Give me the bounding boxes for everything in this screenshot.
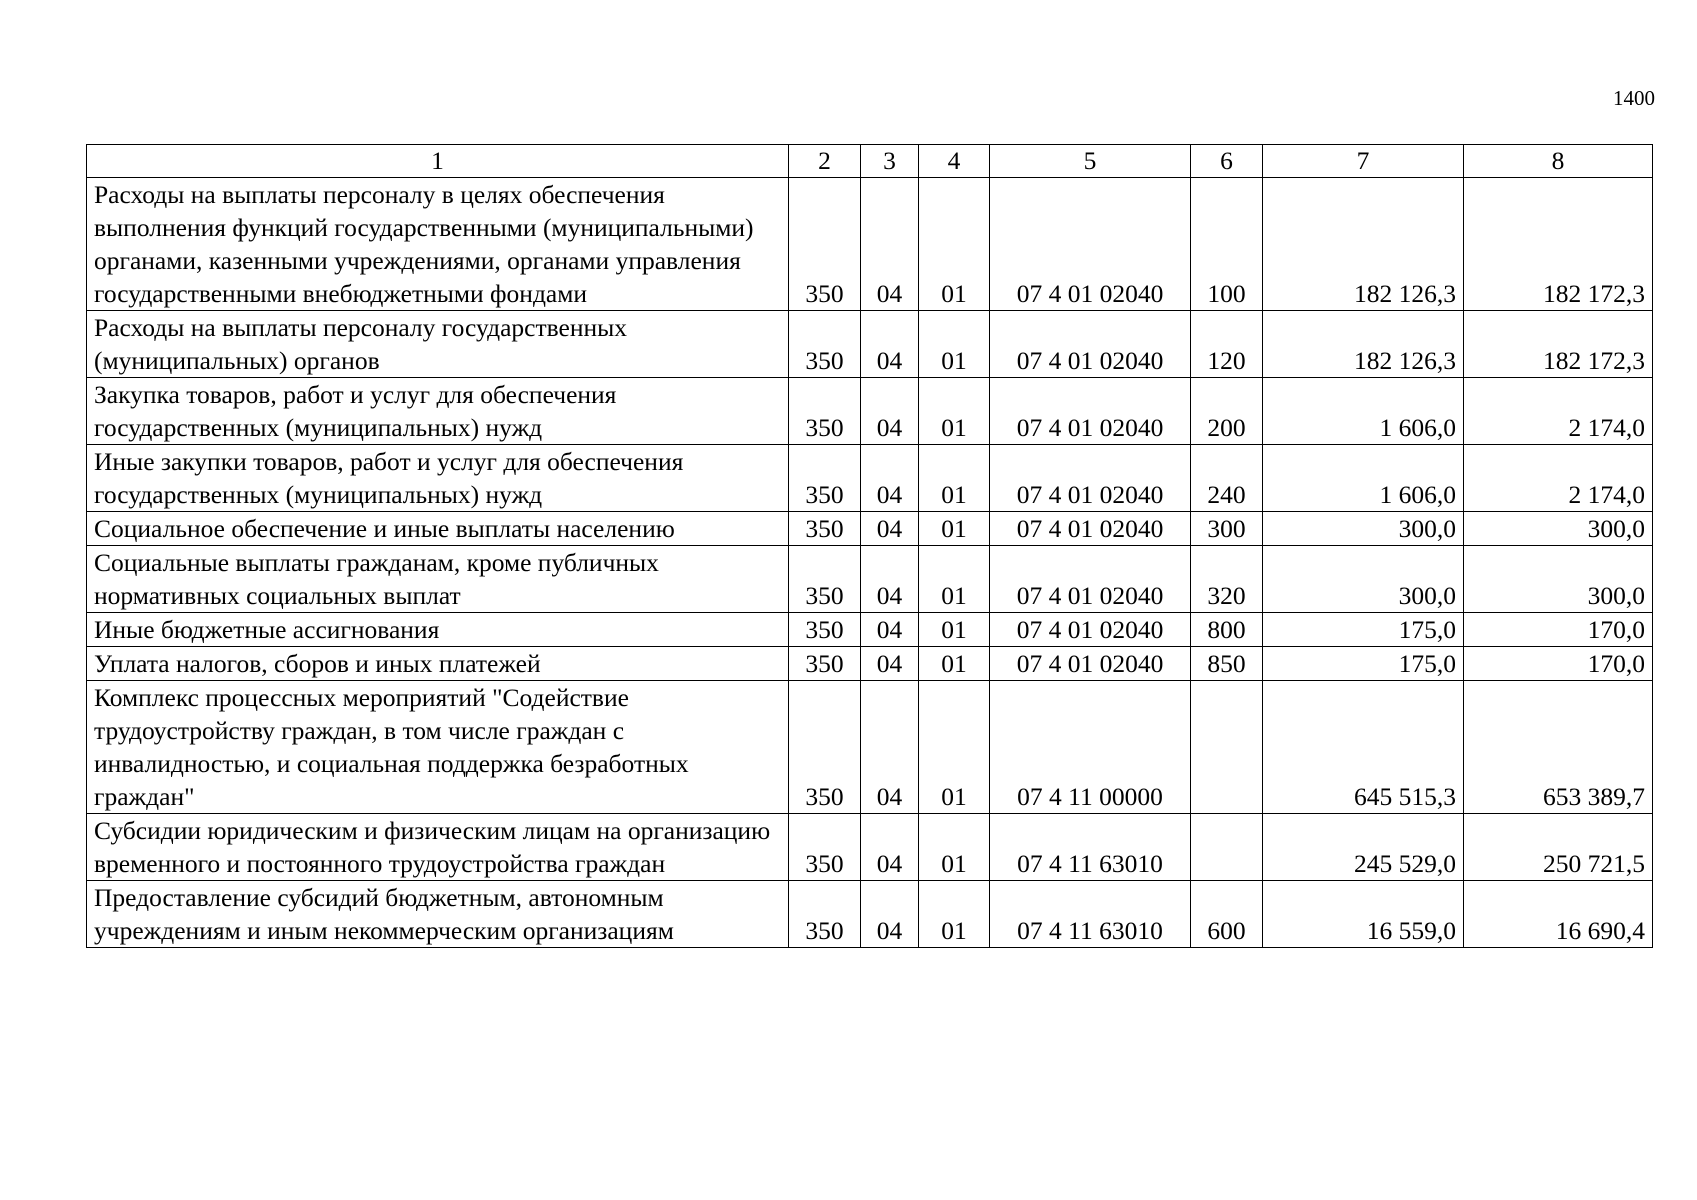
ministry-code-cell: 350 [789, 445, 861, 512]
amount-year2-cell: 2 174,0 [1464, 445, 1653, 512]
header-row [87, 145, 1653, 178]
amount-year2-cell: 2 174,0 [1464, 378, 1653, 445]
expense-name-cell: Социальное обеспечение и иные выплаты населению [87, 512, 789, 546]
amount-year1-cell: 300,0 [1263, 546, 1464, 613]
section-code-cell: 04 [861, 814, 919, 881]
amount-year1-cell: 1 606,0 [1263, 378, 1464, 445]
section-code-cell: 04 [861, 512, 919, 546]
header-cell: 7 [1263, 145, 1464, 178]
subsection-code-cell: 01 [919, 512, 990, 546]
target-article-cell: 07 4 01 02040 [990, 178, 1191, 311]
table-row [87, 311, 1653, 378]
expense-type-cell: 200 [1191, 378, 1263, 445]
expense-type-cell: 100 [1191, 178, 1263, 311]
amount-year1-cell: 245 529,0 [1263, 814, 1464, 881]
ministry-code-cell: 350 [789, 546, 861, 613]
header-cell: 6 [1191, 145, 1263, 178]
amount-year1-cell: 175,0 [1263, 647, 1464, 681]
section-code-cell: 04 [861, 178, 919, 311]
section-code-cell: 04 [861, 311, 919, 378]
header-cell: 5 [990, 145, 1191, 178]
ministry-code-cell: 350 [789, 613, 861, 647]
section-code-cell: 04 [861, 881, 919, 948]
header-cell: 8 [1464, 145, 1653, 178]
amount-year2-cell: 300,0 [1464, 546, 1653, 613]
budget-table [86, 144, 1653, 948]
table-row [87, 378, 1653, 445]
section-code-cell: 04 [861, 445, 919, 512]
target-article-cell: 07 4 01 02040 [990, 613, 1191, 647]
amount-year2-cell: 250 721,5 [1464, 814, 1653, 881]
amount-year2-cell: 182 172,3 [1464, 178, 1653, 311]
subsection-code-cell: 01 [919, 814, 990, 881]
subsection-code-cell: 01 [919, 178, 990, 311]
header-cell: 1 [87, 145, 789, 178]
target-article-cell: 07 4 01 02040 [990, 647, 1191, 681]
subsection-code-cell: 01 [919, 378, 990, 445]
ministry-code-cell: 350 [789, 881, 861, 948]
expense-type-cell: 850 [1191, 647, 1263, 681]
amount-year2-cell: 653 389,7 [1464, 681, 1653, 814]
subsection-code-cell: 01 [919, 311, 990, 378]
table-row [87, 445, 1653, 512]
expense-name-cell: Субсидии юридическим и физическим лицам на организацию временного и постоянного трудоустройства граждан [87, 814, 789, 881]
target-article-cell: 07 4 01 02040 [990, 378, 1191, 445]
target-article-cell: 07 4 01 02040 [990, 445, 1191, 512]
amount-year1-cell: 300,0 [1263, 512, 1464, 546]
expense-name-cell: Иные закупки товаров, работ и услуг для обеспечения государственных (муниципальных) нужд [87, 445, 789, 512]
amount-year2-cell: 16 690,4 [1464, 881, 1653, 948]
ministry-code-cell: 350 [789, 378, 861, 445]
expense-type-cell [1191, 681, 1263, 814]
ministry-code-cell: 350 [789, 311, 861, 378]
target-article-cell: 07 4 11 00000 [990, 681, 1191, 814]
ministry-code-cell: 350 [789, 647, 861, 681]
expense-name-cell: Закупка товаров, работ и услуг для обеспечения государственных (муниципальных) нужд [87, 378, 789, 445]
expense-type-cell: 120 [1191, 311, 1263, 378]
ministry-code-cell: 350 [789, 681, 861, 814]
section-code-cell: 04 [861, 378, 919, 445]
target-article-cell: 07 4 01 02040 [990, 512, 1191, 546]
expense-name-cell: Иные бюджетные ассигнования [87, 613, 789, 647]
table-row [87, 681, 1653, 814]
amount-year1-cell: 182 126,3 [1263, 311, 1464, 378]
amount-year1-cell: 175,0 [1263, 613, 1464, 647]
expense-name-cell: Расходы на выплаты персоналу государственных (муниципальных) органов [87, 311, 789, 378]
expense-type-cell: 800 [1191, 613, 1263, 647]
amount-year2-cell: 170,0 [1464, 647, 1653, 681]
expense-type-cell: 600 [1191, 881, 1263, 948]
page-number: 1400 [1613, 86, 1655, 110]
amount-year1-cell: 645 515,3 [1263, 681, 1464, 814]
amount-year2-cell: 300,0 [1464, 512, 1653, 546]
table-row [87, 814, 1653, 881]
expense-type-cell [1191, 814, 1263, 881]
expense-type-cell: 240 [1191, 445, 1263, 512]
amount-year1-cell: 182 126,3 [1263, 178, 1464, 311]
amount-year1-cell: 1 606,0 [1263, 445, 1464, 512]
expense-name-cell: Комплекс процессных мероприятий "Содействие трудоустройству граждан, в том числе граждан с инвалидностью, и социальная поддержка безработных граждан" [87, 681, 789, 814]
ministry-code-cell: 350 [789, 512, 861, 546]
subsection-code-cell: 01 [919, 881, 990, 948]
amount-year2-cell: 170,0 [1464, 613, 1653, 647]
target-article-cell: 07 4 01 02040 [990, 546, 1191, 613]
target-article-cell: 07 4 01 02040 [990, 311, 1191, 378]
expense-name-cell: Предоставление субсидий бюджетным, автономным учреждениям и иным некоммерческим организациям [87, 881, 789, 948]
table-row [87, 613, 1653, 647]
expense-name-cell: Расходы на выплаты персоналу в целях обеспечения выполнения функций государственными (муниципальными) органами, казенными учреждениями, органами управления государственными внебюджетными фондами [87, 178, 789, 311]
section-code-cell: 04 [861, 613, 919, 647]
header-cell: 2 [789, 145, 861, 178]
expense-type-cell: 300 [1191, 512, 1263, 546]
table-row [87, 178, 1653, 311]
table-row [87, 512, 1653, 546]
amount-year2-cell: 182 172,3 [1464, 311, 1653, 378]
table-row [87, 647, 1653, 681]
subsection-code-cell: 01 [919, 647, 990, 681]
subsection-code-cell: 01 [919, 445, 990, 512]
expense-type-cell: 320 [1191, 546, 1263, 613]
subsection-code-cell: 01 [919, 546, 990, 613]
header-cell: 3 [861, 145, 919, 178]
section-code-cell: 04 [861, 647, 919, 681]
section-code-cell: 04 [861, 546, 919, 613]
expense-name-cell: Уплата налогов, сборов и иных платежей [87, 647, 789, 681]
target-article-cell: 07 4 11 63010 [990, 881, 1191, 948]
section-code-cell: 04 [861, 681, 919, 814]
amount-year1-cell: 16 559,0 [1263, 881, 1464, 948]
subsection-code-cell: 01 [919, 613, 990, 647]
subsection-code-cell: 01 [919, 681, 990, 814]
target-article-cell: 07 4 11 63010 [990, 814, 1191, 881]
table-row [87, 881, 1653, 948]
ministry-code-cell: 350 [789, 178, 861, 311]
header-cell: 4 [919, 145, 990, 178]
ministry-code-cell: 350 [789, 814, 861, 881]
expense-name-cell: Социальные выплаты гражданам, кроме публичных нормативных социальных выплат [87, 546, 789, 613]
table-row [87, 546, 1653, 613]
